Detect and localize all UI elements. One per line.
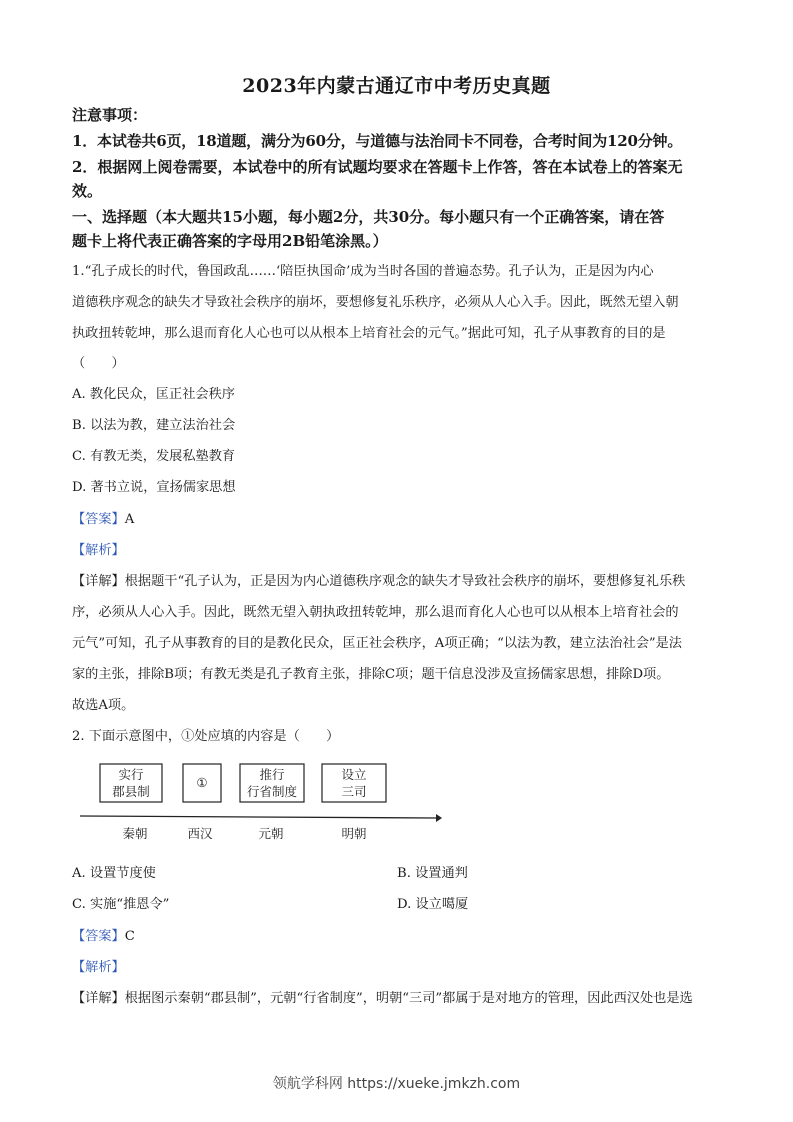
timeline-axis [80,816,436,818]
era-label: 西汉 [187,826,213,841]
timeline-diagram [78,760,448,850]
page-footer: 领航学科网 https://xueke.jmkzh.com [272,1076,521,1092]
q2-analysis [72,956,732,975]
answer-tag: 【答案】 [72,512,125,527]
q1-stem-line: 执政扭转乾坤，那么退而育化人心也可以从根本上培育社会的元气。”据此可知，孔子从事教育的目的是 [72,326,666,341]
detail-text: 根据图示秦朝“郡县制”，元朝“行省制度”，明朝“三司”都属于是对地方的管理，因此西汉处也是选 [124,991,693,1006]
box-text: ① [196,775,208,790]
analysis-tag: 【解析】 [72,960,125,975]
analysis-tag: 【解析】 [72,543,125,558]
q1-option-d: D. 著书立说，宣扬儒家思想 [72,480,236,495]
detail-tag: 【详解】 [72,991,125,1006]
notice-heading: 注意事项： [72,106,148,124]
q1-detail-line [72,570,732,589]
q1-detail-line: 序，必须从人心入手。因此，既然无望入朝执政扭转乾坤，那么退而育化人心也可以从根本上培育社会的 [72,605,679,620]
era-label: 明朝 [341,826,367,841]
detail-text: 根据题干“孔子认为，正是因为内心道德秩序观念的缺失才导致社会秩序的崩坏，要想修复礼乐秩 [124,574,686,589]
q2-option-a: A. 设置节度使 [72,866,156,881]
box-text: 三司 [341,784,367,799]
answer-value: A [124,512,135,527]
answer-tag: 【答案】 [72,929,125,944]
q1-option-b: B. 以法为教，建立法治社会 [72,418,236,433]
diagram-box-qin [100,764,162,802]
page-title: 2023年内蒙古通辽市中考历史真题 [242,75,551,97]
q1-stem-line: 道德秩序观念的缺失才导致社会秩序的崩坏，要想修复礼乐秩序，必须从人心入手。因此，既然无望入朝 [72,295,679,310]
q1-analysis [72,539,732,558]
q1-answer [72,508,732,527]
q2-option-c: C. 实施“推恩令” [72,897,170,912]
section-heading: 一、选择题（本大题共15小题，每小题2分，共30分。每小题只有一个正确答案，请在答 [72,208,665,226]
diagram-box-ming [322,764,386,802]
era-label: 秦朝 [122,826,148,841]
box-text: 推行 [259,767,285,782]
q1-detail-line: 家的主张，排除B项；有教无类是孔子教育主张，排除C项；题干信息没涉及宣扬儒家思想，排除D项。 [72,667,670,682]
q2-stem: 2. 下面示意图中，①处应填的内容是（ ） [72,729,340,744]
q1-detail-line: 元气”可知，孔子从事教育的目的是教化民众，匡正社会秩序，A项正确；“以法为教，建立法治社会”是法 [72,636,682,651]
box-text: 郡县制 [112,784,150,799]
notice-item-1: 1．本试卷共6页，18道题，满分为60分，与道德与法治同卡不同卷，合考时间为120分钟。 [72,132,683,150]
diagram-box-yuan [240,764,304,802]
q1-stem-line: 1.“孔子成长的时代，鲁国政乱……‘陪臣执国命’成为当时各国的普遍态势。孔子认为，正是因为内心 [72,264,654,279]
q2-option-b: B. 设置通判 [397,866,468,881]
q1-stem-line: （ ） [72,356,125,371]
detail-tag: 【详解】 [72,574,125,589]
box-text: 实行 [118,767,144,782]
notice-item-2-cont: 效。 [72,182,103,200]
box-text: 设立 [341,767,367,782]
q1-detail-line: 故选A项。 [72,698,135,713]
q2-detail-line [72,987,732,1006]
q1-option-a: A. 教化民众，匡正社会秩序 [72,387,235,402]
era-label: 元朝 [258,826,284,841]
notice-item-2: 2．根据网上阅卷需要，本试卷中的所有试题均要求在答题卡上作答，答在本试卷上的答案无 [72,158,683,176]
timeline-arrow [436,814,442,822]
q2-option-d: D. 设立噶厦 [397,897,469,912]
answer-value: C [124,929,135,944]
diagram-box-xihan [183,764,221,802]
box-text: 行省制度 [246,784,298,799]
q1-option-c: C. 有教无类，发展私塾教育 [72,449,236,464]
q2-answer [72,925,732,944]
section-heading-cont: 题卡上将代表正确答案的字母用2B铅笔涂黑。） [72,232,388,250]
